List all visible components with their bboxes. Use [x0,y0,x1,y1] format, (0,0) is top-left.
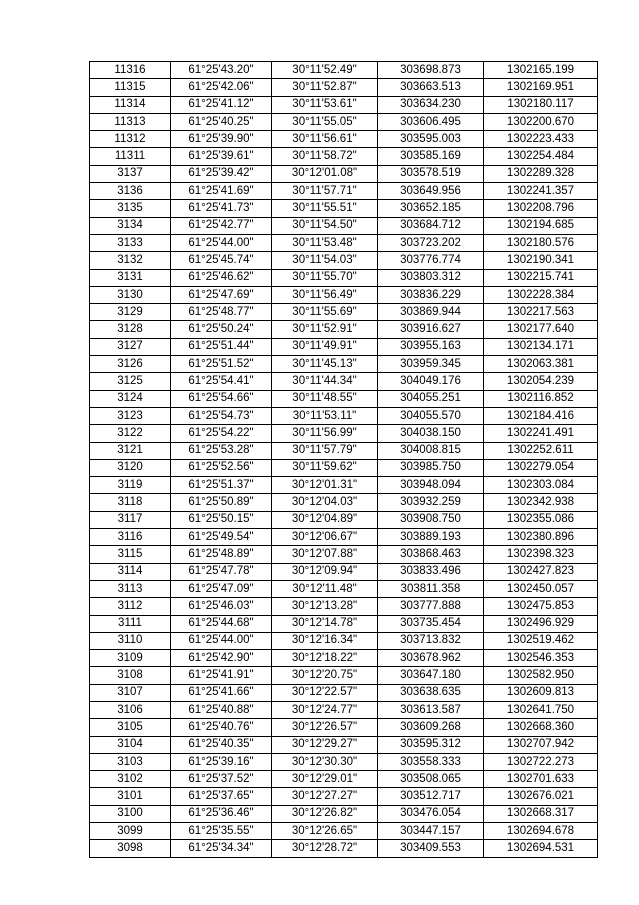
y-coordinate-cell: 1302668.360 [484,719,598,736]
latitude-cell: 61°25'41.66" [171,684,272,701]
longitude-cell: 30°11'56.49" [272,286,378,303]
point-number-cell: 3124 [90,390,171,407]
point-number-cell: 3133 [90,234,171,251]
table-row [90,598,598,615]
x-coordinate-cell: 304055.251 [378,390,484,407]
y-coordinate-cell: 1302134.171 [484,338,598,355]
point-number-cell: 11312 [90,131,171,148]
table-row [90,286,598,303]
latitude-cell: 61°25'39.90" [171,131,272,148]
latitude-cell: 61°25'40.25" [171,113,272,130]
point-number-cell: 3100 [90,805,171,822]
latitude-cell: 61°25'54.73" [171,407,272,424]
y-coordinate-cell: 1302380.896 [484,529,598,546]
longitude-cell: 30°11'56.61" [272,131,378,148]
latitude-cell: 61°25'47.09" [171,580,272,597]
table-row [90,719,598,736]
x-coordinate-cell: 303585.169 [378,148,484,165]
table-row [90,79,598,96]
latitude-cell: 61°25'50.15" [171,511,272,528]
table-row [90,511,598,528]
y-coordinate-cell: 1302355.086 [484,511,598,528]
x-coordinate-cell: 303512.717 [378,788,484,805]
latitude-cell: 61°25'51.44" [171,338,272,355]
longitude-cell: 30°12'11.48" [272,580,378,597]
point-number-cell: 3110 [90,632,171,649]
point-number-cell: 3098 [90,840,171,857]
x-coordinate-cell: 303595.312 [378,736,484,753]
longitude-cell: 30°11'55.05" [272,113,378,130]
x-coordinate-cell: 303634.230 [378,96,484,113]
longitude-cell: 30°12'13.28" [272,598,378,615]
latitude-cell: 61°25'40.35" [171,736,272,753]
point-number-cell: 3107 [90,684,171,701]
point-number-cell: 3127 [90,338,171,355]
y-coordinate-cell: 1302223.433 [484,131,598,148]
table-row [90,701,598,718]
x-coordinate-cell: 303447.157 [378,823,484,840]
table-row [90,113,598,130]
longitude-cell: 30°12'04.03" [272,494,378,511]
table-row [90,425,598,442]
latitude-cell: 61°25'54.41" [171,373,272,390]
x-coordinate-cell: 304055.570 [378,407,484,424]
table-row [90,563,598,580]
table-row [90,234,598,251]
latitude-cell: 61°25'41.12" [171,96,272,113]
table-row [90,217,598,234]
longitude-cell: 30°12'01.31" [272,477,378,494]
latitude-cell: 61°25'45.74" [171,252,272,269]
coordinates-table [89,61,598,858]
point-number-cell: 3119 [90,477,171,494]
table-row [90,805,598,822]
y-coordinate-cell: 1302217.563 [484,304,598,321]
table-row [90,252,598,269]
x-coordinate-cell: 303836.229 [378,286,484,303]
table-row [90,823,598,840]
point-number-cell: 11315 [90,79,171,96]
y-coordinate-cell: 1302342.938 [484,494,598,511]
table-row [90,736,598,753]
longitude-cell: 30°12'16.34" [272,632,378,649]
point-number-cell: 11316 [90,62,171,79]
x-coordinate-cell: 303803.312 [378,269,484,286]
table-row [90,338,598,355]
table-row [90,62,598,79]
longitude-cell: 30°12'29.01" [272,771,378,788]
latitude-cell: 61°25'53.28" [171,442,272,459]
longitude-cell: 30°12'06.67" [272,529,378,546]
y-coordinate-cell: 1302215.741 [484,269,598,286]
table-row [90,546,598,563]
latitude-cell: 61°25'44.00" [171,234,272,251]
y-coordinate-cell: 1302165.199 [484,62,598,79]
latitude-cell: 61°25'40.88" [171,701,272,718]
y-coordinate-cell: 1302169.951 [484,79,598,96]
latitude-cell: 61°25'50.24" [171,321,272,338]
x-coordinate-cell: 303652.185 [378,200,484,217]
table-row [90,321,598,338]
longitude-cell: 30°12'26.82" [272,805,378,822]
table-row [90,148,598,165]
point-number-cell: 3123 [90,407,171,424]
y-coordinate-cell: 1302427.823 [484,563,598,580]
latitude-cell: 61°25'34.34" [171,840,272,857]
longitude-cell: 30°11'55.51" [272,200,378,217]
y-coordinate-cell: 1302116.852 [484,390,598,407]
y-coordinate-cell: 1302519.462 [484,632,598,649]
longitude-cell: 30°11'52.49" [272,62,378,79]
point-number-cell: 3118 [90,494,171,511]
point-number-cell: 11311 [90,148,171,165]
y-coordinate-cell: 1302200.670 [484,113,598,130]
point-number-cell: 3130 [90,286,171,303]
latitude-cell: 61°25'39.42" [171,165,272,182]
longitude-cell: 30°12'28.72" [272,840,378,857]
y-coordinate-cell: 1302303.084 [484,477,598,494]
x-coordinate-cell: 303613.587 [378,701,484,718]
x-coordinate-cell: 303698.873 [378,62,484,79]
y-coordinate-cell: 1302676.021 [484,788,598,805]
longitude-cell: 30°11'55.70" [272,269,378,286]
x-coordinate-cell: 303508.065 [378,771,484,788]
longitude-cell: 30°11'54.03" [272,252,378,269]
x-coordinate-cell: 304049.176 [378,373,484,390]
latitude-cell: 61°25'43.20" [171,62,272,79]
longitude-cell: 30°11'57.71" [272,183,378,200]
longitude-cell: 30°11'53.61" [272,96,378,113]
point-number-cell: 3137 [90,165,171,182]
x-coordinate-cell: 303948.094 [378,477,484,494]
table-row [90,131,598,148]
y-coordinate-cell: 1302241.491 [484,425,598,442]
longitude-cell: 30°12'14.78" [272,615,378,632]
table-row [90,407,598,424]
point-number-cell: 3134 [90,217,171,234]
longitude-cell: 30°12'26.57" [272,719,378,736]
x-coordinate-cell: 303908.750 [378,511,484,528]
latitude-cell: 61°25'54.22" [171,425,272,442]
point-number-cell: 3102 [90,771,171,788]
longitude-cell: 30°11'53.48" [272,234,378,251]
y-coordinate-cell: 1302208.796 [484,200,598,217]
latitude-cell: 61°25'35.55" [171,823,272,840]
table-row [90,373,598,390]
point-number-cell: 3106 [90,701,171,718]
latitude-cell: 61°25'37.52" [171,771,272,788]
x-coordinate-cell: 303777.888 [378,598,484,615]
point-number-cell: 3101 [90,788,171,805]
longitude-cell: 30°11'44.34" [272,373,378,390]
x-coordinate-cell: 303678.962 [378,650,484,667]
longitude-cell: 30°12'29.27" [272,736,378,753]
point-number-cell: 3116 [90,529,171,546]
longitude-cell: 30°12'26.65" [272,823,378,840]
x-coordinate-cell: 303868.463 [378,546,484,563]
x-coordinate-cell: 303558.333 [378,753,484,770]
x-coordinate-cell: 303932.259 [378,494,484,511]
table-row [90,304,598,321]
latitude-cell: 61°25'44.00" [171,632,272,649]
point-number-cell: 3104 [90,736,171,753]
x-coordinate-cell: 303409.553 [378,840,484,857]
point-number-cell: 11314 [90,96,171,113]
x-coordinate-cell: 303833.496 [378,563,484,580]
x-coordinate-cell: 303869.944 [378,304,484,321]
table-row [90,356,598,373]
y-coordinate-cell: 1302190.341 [484,252,598,269]
point-number-cell: 3135 [90,200,171,217]
y-coordinate-cell: 1302241.357 [484,183,598,200]
latitude-cell: 61°25'49.54" [171,529,272,546]
point-number-cell: 3120 [90,459,171,476]
table-row [90,390,598,407]
longitude-cell: 30°11'58.72" [272,148,378,165]
y-coordinate-cell: 1302496.929 [484,615,598,632]
y-coordinate-cell: 1302641.750 [484,701,598,718]
latitude-cell: 61°25'50.89" [171,494,272,511]
latitude-cell: 61°25'39.16" [171,753,272,770]
point-number-cell: 3128 [90,321,171,338]
x-coordinate-cell: 303713.832 [378,632,484,649]
longitude-cell: 30°12'20.75" [272,667,378,684]
table-row [90,494,598,511]
table-row [90,96,598,113]
table-row [90,269,598,286]
x-coordinate-cell: 303595.003 [378,131,484,148]
x-coordinate-cell: 303638.635 [378,684,484,701]
x-coordinate-cell: 303723.202 [378,234,484,251]
latitude-cell: 61°25'41.73" [171,200,272,217]
y-coordinate-cell: 1302450.057 [484,580,598,597]
y-coordinate-cell: 1302668.317 [484,805,598,822]
point-number-cell: 3126 [90,356,171,373]
y-coordinate-cell: 1302694.678 [484,823,598,840]
x-coordinate-cell: 303649.956 [378,183,484,200]
longitude-cell: 30°12'24.77" [272,701,378,718]
y-coordinate-cell: 1302475.853 [484,598,598,615]
table-row [90,529,598,546]
x-coordinate-cell: 303476.054 [378,805,484,822]
point-number-cell: 3105 [90,719,171,736]
point-number-cell: 3115 [90,546,171,563]
longitude-cell: 30°11'48.55" [272,390,378,407]
y-coordinate-cell: 1302063.381 [484,356,598,373]
longitude-cell: 30°12'04.89" [272,511,378,528]
longitude-cell: 30°11'45.13" [272,356,378,373]
longitude-cell: 30°12'18.22" [272,650,378,667]
point-number-cell: 3108 [90,667,171,684]
x-coordinate-cell: 303606.495 [378,113,484,130]
latitude-cell: 61°25'41.91" [171,667,272,684]
longitude-cell: 30°12'22.57" [272,684,378,701]
y-coordinate-cell: 1302184.416 [484,407,598,424]
longitude-cell: 30°11'54.50" [272,217,378,234]
latitude-cell: 61°25'54.66" [171,390,272,407]
point-number-cell: 3103 [90,753,171,770]
x-coordinate-cell: 303889.193 [378,529,484,546]
longitude-cell: 30°11'56.99" [272,425,378,442]
table-row [90,667,598,684]
x-coordinate-cell: 304038.150 [378,425,484,442]
table-row [90,632,598,649]
x-coordinate-cell: 303985.750 [378,459,484,476]
y-coordinate-cell: 1302546.353 [484,650,598,667]
latitude-cell: 61°25'51.37" [171,477,272,494]
y-coordinate-cell: 1302722.273 [484,753,598,770]
longitude-cell: 30°11'57.79" [272,442,378,459]
longitude-cell: 30°12'01.08" [272,165,378,182]
point-number-cell: 3136 [90,183,171,200]
table-row [90,459,598,476]
y-coordinate-cell: 1302289.328 [484,165,598,182]
x-coordinate-cell: 303916.627 [378,321,484,338]
table-row [90,165,598,182]
x-coordinate-cell: 303684.712 [378,217,484,234]
table-row [90,442,598,459]
table-row [90,183,598,200]
longitude-cell: 30°11'53.11" [272,407,378,424]
point-number-cell: 3109 [90,650,171,667]
latitude-cell: 61°25'42.06" [171,79,272,96]
y-coordinate-cell: 1302194.685 [484,217,598,234]
y-coordinate-cell: 1302177.640 [484,321,598,338]
longitude-cell: 30°12'07.88" [272,546,378,563]
latitude-cell: 61°25'51.52" [171,356,272,373]
x-coordinate-cell: 303647.180 [378,667,484,684]
table-row [90,840,598,857]
latitude-cell: 61°25'48.89" [171,546,272,563]
table-row [90,650,598,667]
point-number-cell: 3121 [90,442,171,459]
latitude-cell: 61°25'42.90" [171,650,272,667]
longitude-cell: 30°11'59.62" [272,459,378,476]
x-coordinate-cell: 303776.774 [378,252,484,269]
longitude-cell: 30°11'52.91" [272,321,378,338]
longitude-cell: 30°12'09.94" [272,563,378,580]
x-coordinate-cell: 303663.513 [378,79,484,96]
table-row [90,580,598,597]
latitude-cell: 61°25'36.46" [171,805,272,822]
x-coordinate-cell: 304008.815 [378,442,484,459]
latitude-cell: 61°25'41.69" [171,183,272,200]
point-number-cell: 11313 [90,113,171,130]
x-coordinate-cell: 303735.454 [378,615,484,632]
point-number-cell: 3122 [90,425,171,442]
y-coordinate-cell: 1302701.633 [484,771,598,788]
y-coordinate-cell: 1302228.384 [484,286,598,303]
latitude-cell: 61°25'47.69" [171,286,272,303]
point-number-cell: 3132 [90,252,171,269]
y-coordinate-cell: 1302180.117 [484,96,598,113]
point-number-cell: 3129 [90,304,171,321]
latitude-cell: 61°25'37.65" [171,788,272,805]
x-coordinate-cell: 303811.358 [378,580,484,597]
point-number-cell: 3114 [90,563,171,580]
latitude-cell: 61°25'42.77" [171,217,272,234]
point-number-cell: 3111 [90,615,171,632]
table-row [90,753,598,770]
table-row [90,771,598,788]
latitude-cell: 61°25'46.03" [171,598,272,615]
longitude-cell: 30°11'55.69" [272,304,378,321]
y-coordinate-cell: 1302582.950 [484,667,598,684]
longitude-cell: 30°12'30.30" [272,753,378,770]
longitude-cell: 30°11'49.91" [272,338,378,355]
y-coordinate-cell: 1302398.323 [484,546,598,563]
table-row [90,684,598,701]
latitude-cell: 61°25'40.76" [171,719,272,736]
longitude-cell: 30°12'27.27" [272,788,378,805]
point-number-cell: 3099 [90,823,171,840]
y-coordinate-cell: 1302707.942 [484,736,598,753]
y-coordinate-cell: 1302254.484 [484,148,598,165]
latitude-cell: 61°25'39.61" [171,148,272,165]
point-number-cell: 3131 [90,269,171,286]
x-coordinate-cell: 303959.345 [378,356,484,373]
y-coordinate-cell: 1302279.054 [484,459,598,476]
x-coordinate-cell: 303955.163 [378,338,484,355]
y-coordinate-cell: 1302694.531 [484,840,598,857]
point-number-cell: 3112 [90,598,171,615]
latitude-cell: 61°25'47.78" [171,563,272,580]
table-row [90,477,598,494]
y-coordinate-cell: 1302252.611 [484,442,598,459]
y-coordinate-cell: 1302609.813 [484,684,598,701]
point-number-cell: 3113 [90,580,171,597]
latitude-cell: 61°25'46.62" [171,269,272,286]
longitude-cell: 30°11'52.87" [272,79,378,96]
y-coordinate-cell: 1302180.576 [484,234,598,251]
point-number-cell: 3117 [90,511,171,528]
point-number-cell: 3125 [90,373,171,390]
table-row [90,615,598,632]
table-row [90,200,598,217]
latitude-cell: 61°25'52.56" [171,459,272,476]
table-row [90,788,598,805]
y-coordinate-cell: 1302054.239 [484,373,598,390]
x-coordinate-cell: 303578.519 [378,165,484,182]
latitude-cell: 61°25'44.68" [171,615,272,632]
coordinates-table-body [90,62,598,858]
x-coordinate-cell: 303609.268 [378,719,484,736]
latitude-cell: 61°25'48.77" [171,304,272,321]
